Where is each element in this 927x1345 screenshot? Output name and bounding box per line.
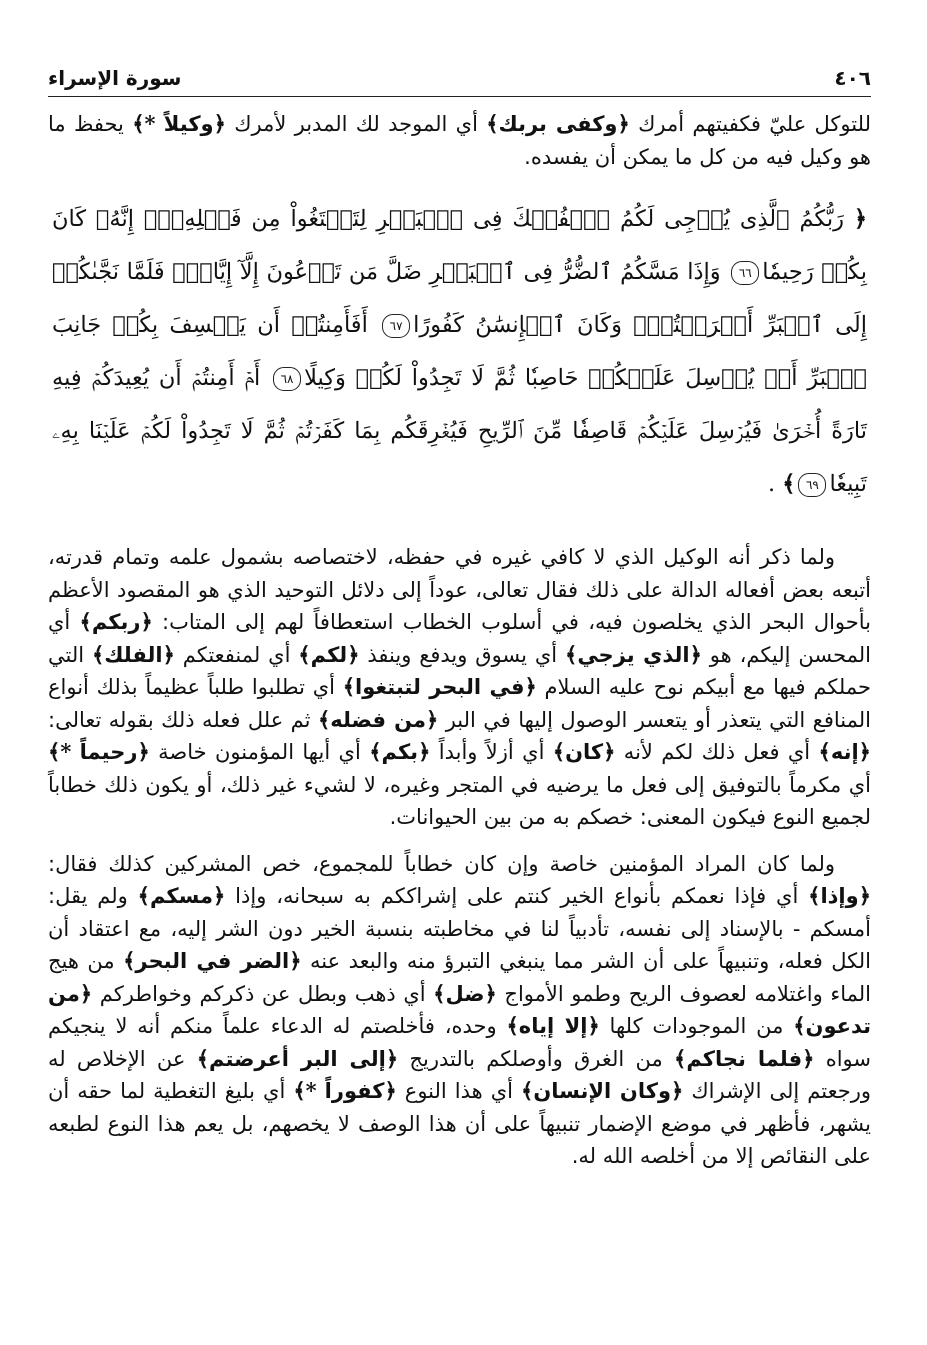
quoted-word: الذي يزجي xyxy=(577,642,690,667)
quoted-word: الضر في البحر xyxy=(135,949,290,973)
verse-number-67: ٦٧ xyxy=(382,314,410,338)
page-number: ٤٠٦ xyxy=(834,66,871,90)
quoted-word: وكان الإنسان xyxy=(533,1079,671,1103)
paragraph-3: ولما كان المراد المؤمنين خاصة وإن كان خطاباً للمجموع، خص المشركين كذلك فقال: ﴿وإذا﴾ أي فإذا نعمكم بأنواع الخير كنتم على إشراككم به سبحانه، وإذا ﴿مسكم﴾ ولم يقل: أمسكم - بالإسناد إلى نفسه، تأدبياً لنا في مخاطبته بنسبة الخير دون الشر إليه، مع اعتقاد أن الكل فعله، وتنبيهاً على أن الشر مما ينبغي التبرؤ منه والبعد عنه ﴿الضر في البحر﴾ من هيج الماء واغتلامه لعصوف الريح وطمو الأمواج ﴿ضل﴾ أي ذهب وبطل عن ذكركم وخواطركم ﴿من تدعون﴾ من الموجودات كلها ﴿إلا إياه﴾ وحده، فأخلصتم له الدعاء علماً منكم أنه لا ينجيكم سواه ﴿فلما نجاكم﴾ من الغرق وأوصلكم بالتدريج ﴿إلى البر أعرضتم﴾ عن الإخلاص له ورجعتم إلى الإشراك ﴿وكان الإنسان﴾ أي هذا النوع ﴿كفوراً *﴾ أي بليغ التغطية لما حقه أن يشهر، فأظهر في موضع الإضمار تنبيهاً على أن هذا الوصف لا يخصهم، بل يعم هذا النوع لطبعه على النقائص إلا من أخلصه الله له. xyxy=(48,851,872,1168)
verse-number-69: ٦٩ xyxy=(798,473,826,497)
quoted-word: إلا إياه xyxy=(518,1014,588,1038)
verse-number-68: ٦٨ xyxy=(273,367,301,391)
page-header xyxy=(48,62,871,97)
quoted-word: وإذا xyxy=(820,884,859,908)
quoted-word: رحيماً xyxy=(79,740,138,764)
quoted-word: مسكم xyxy=(149,884,214,908)
quoted-word: إلى البر أعرضتم xyxy=(209,1046,386,1071)
quoted-word: وكيلاً xyxy=(163,112,214,136)
quoted-word: من تدعون xyxy=(48,981,871,1038)
paragraph-1: للتوكل عليّ فكفيتهم أمرك ﴿وكفى بربك﴾ أي الموجد لك المدبر لأمرك ﴿وكيلاً *﴾ يحفظ ما هو وكيل فيه من كل ما يمكن أن يفسده. xyxy=(48,111,871,169)
quoted-word: إنه xyxy=(830,740,859,764)
quoted-word: من فضله xyxy=(330,707,426,732)
verse-68: أَفَأَمِنتُمۡ أَن يَخۡسِفَ بِكُمۡ جَانِبَ ٱلۡبَرِّ أَوۡ يُرۡسِلَ عَلَيۡكُمۡ حَاصِبٗا ثُمَّ لَا تَجِدُواْ لَكُمۡ وَكِيلًا xyxy=(52,312,867,391)
paragraph-2: ولما ذكر أنه الوكيل الذي لا كافي غيره في حفظه، لاختصاصه بشمول علمه وتمام قدرته، أتبعه بعض أفعاله الدالة على ذلك فقال تعالى، عوداً إلى دلائل التوحيد الذي هو المقصود الأعظم بأحوال البحر الذي يخلصون فيه، في أسلوب الخطاب استعطافاً لهم إلى المتاب: ﴿ربكم﴾ أي المحسن إليكم، هو ﴿الذي يزجي﴾ أي يسوق ويدفع وينفذ ﴿لكم﴾ أي لمنفعتكم ﴿الفلك﴾ التي حملكم فيها مع أبيكم نوح عليه السلام ﴿في البحر لتبتغوا﴾ أي تطلبوا طلباً عظيماً بذلك أنواع المنافع التي يتعذر أو يتعسر الوصول إليها في البر ﴿من فضله﴾ ثم علل فعله ذلك بقوله تعالى: ﴿إنه﴾ أي فعل ذلك لكم لأنه ﴿كان﴾ أي أزلاً وأبداً ﴿بكم﴾ أي أيها المؤمنون خاصة ﴿رحيماً *﴾ أي مكرماً بالتوفيق إلى فعل ما يرضيه في المتجر وغيره، لا لشيء غير ذلك، أو يكون ذلك خطاباً لجميع النوع فيكون المعنى: خصكم به من بين الحيوانات. xyxy=(48,545,871,829)
verse-67: وَإِذَا مَسَّكُمُ ٱلضُّرُّ فِى ٱلۡبَحۡرِ ضَلَّ مَن تَدۡعُونَ إِلَّآ إِيَّاهُۖ فَلَمَّا نَجَّىٰكُمۡ إِلَى ٱلۡبَرِّ أَعۡرَضۡتُمۡۚ وَكَانَ ٱلۡإِنسَٰنُ كَفُورًا xyxy=(52,259,868,338)
quoted-word: الفلك xyxy=(104,642,163,667)
verse-69: أَمۡ أَمِنتُمۡ أَن يُعِيدَكُمۡ فِيهِ تَارَةً أُخۡرَىٰ فَيُرۡسِلَ عَلَيۡكُمۡ قَاصِفٗا مِّنَ ٱلرِّيحِ فَيُغۡرِقَكُم بِمَا كَفَرۡتُمۡ ثُمَّ لَا تَجِدُواْ لَكُمۡ عَلَيۡنَا بِهِۦ تَبِيعٗا xyxy=(52,365,867,497)
quoted-word: لكم xyxy=(310,642,348,667)
quoted-word: كفوراً xyxy=(324,1079,385,1103)
page-body xyxy=(48,108,871,1173)
surah-title: سورة الإسراء xyxy=(48,66,182,90)
quoted-word: فلما نجاكم xyxy=(686,1046,803,1071)
quoted-word: ضل xyxy=(445,981,485,1006)
verse-number-66: ٦٦ xyxy=(731,261,759,285)
quoted-word: بكم xyxy=(381,740,419,764)
quoted-word: وكفى بربك xyxy=(498,112,618,136)
quoted-word: ربكم xyxy=(91,610,141,634)
quoted-word: في البحر لتبتغوا xyxy=(355,675,525,699)
verse-66: رَبُّكُمُ ٱلَّذِى يُزۡجِى لَكُمُ ٱلۡفُلۡكَ فِى ٱلۡبَحۡرِ لِتَبۡتَغُواْ مِن فَضۡلِهِۦٓۚ إِنَّهُۥ كَانَ بِكُمۡ رَحِيمٗا xyxy=(52,206,867,285)
quran-verses: ﴿ رَبُّكُمُ ٱلَّذِى يُزۡجِى لَكُمُ ٱلۡفُلۡكَ فِى ٱلۡبَحۡرِ لِتَبۡتَغُواْ مِن فَضۡلِهِۦٓۚ إِنَّهُۥ كَانَ بِكُمۡ رَحِيمٗا٦٦ وَإِذَا مَسَّكُمُ ٱلضُّرُّ فِى ٱلۡبَحۡرِ ضَلَّ مَن تَدۡعُونَ إِلَّآ إِيَّاهُۖ فَلَمَّا نَجَّىٰكُمۡ إِلَى ٱلۡبَرِّ أَعۡرَضۡتُمۡۚ وَكَانَ ٱلۡإِنسَٰنُ كَفُورًا٦٧ أَفَأَمِنتُمۡ أَن يَخۡسِفَ بِكُمۡ جَانِبَ ٱلۡبَرِّ أَوۡ يُرۡسِلَ عَلَيۡكُمۡ حَاصِبٗا ثُمَّ لَا تَجِدُواْ لَكُمۡ وَكِيلًا٦٨ أَمۡ أَمِنتُمۡ أَن يُعِيدَكُمۡ فِيهِ تَارَةً أُخۡرَىٰ فَيُرۡسِلَ عَلَيۡكُمۡ قَاصِفٗا مِّنَ ٱلرِّيحِ فَيُغۡرِقَكُم بِمَا كَفَرۡتُمۡ ثُمَّ لَا تَجِدُواْ لَكُمۡ عَلَيۡنَا بِهِۦ تَبِيعٗا٦٩﴾ . xyxy=(52,206,868,497)
quoted-word: كان xyxy=(565,740,604,764)
verse-bracket-close: ﴾ xyxy=(782,471,796,497)
verse-bracket-open: ﴿ xyxy=(853,206,867,232)
